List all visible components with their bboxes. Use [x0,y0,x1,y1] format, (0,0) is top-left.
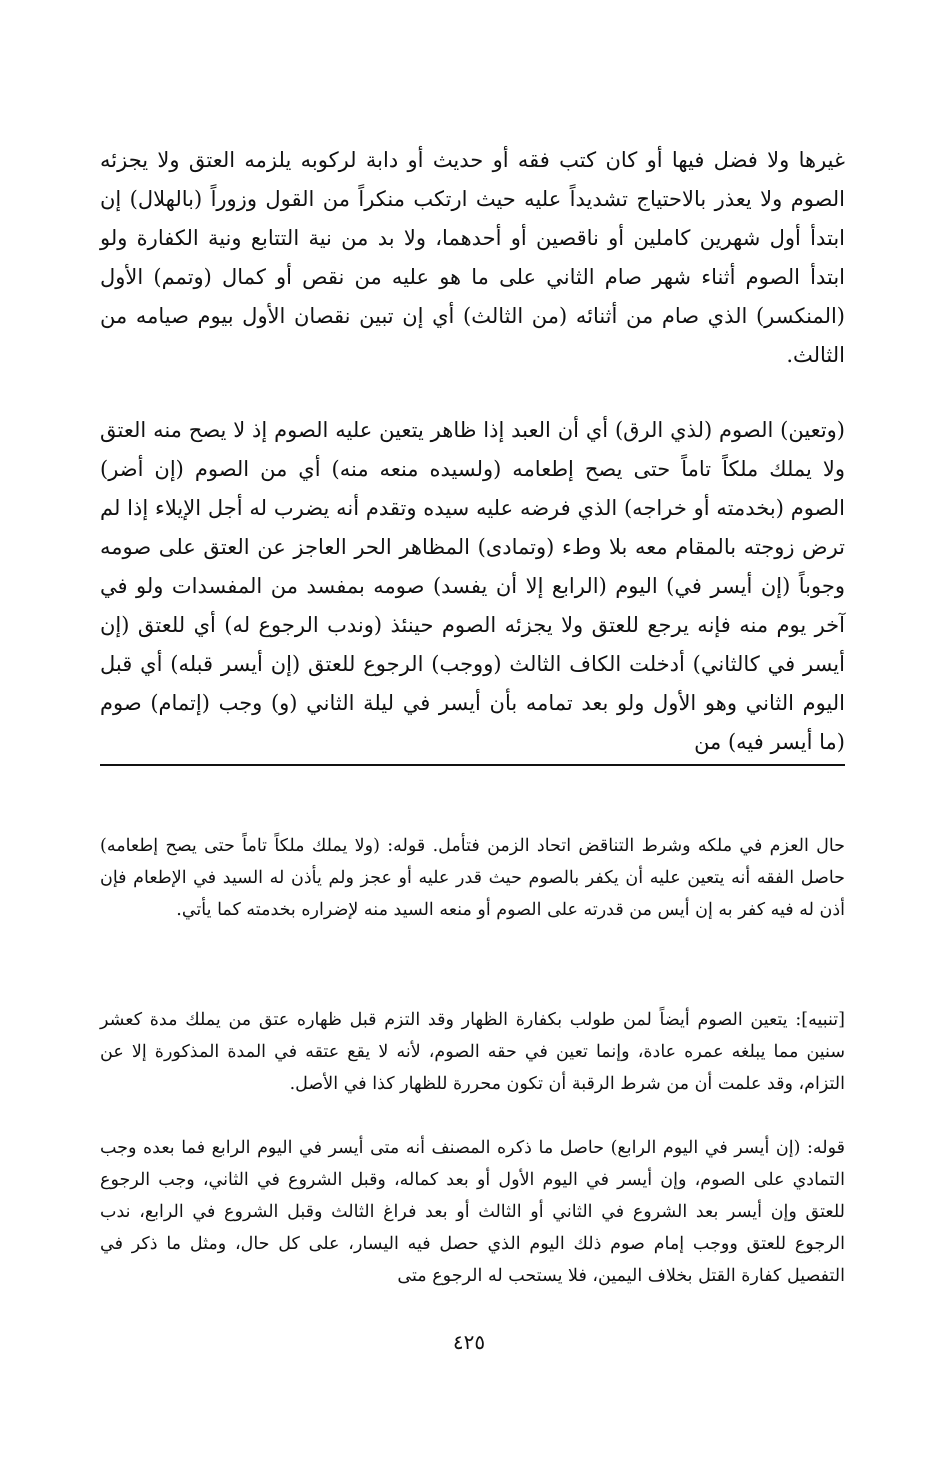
page-number: ٤٢٥ [452,1330,486,1354]
main-text-paragraph-2: (وتعين) الصوم (لذي الرق) أي أن العبد إذا ظاهر يتعين عليه الصوم إذ لا يصح منه العتق ولا يملك ملكاً تاماً حتى يصح إطعامه (ولسيده منعه منه) أي من الصوم (إن أضر) الصوم (بخدمته أو خراجه) الذي فرضه عليه سيده وتقدم أنه يضرب له أجل الإيلاء إذا لم ترض زوجته بالمقام معه بلا وطء (وتمادى) المظاهر الحر العاجز عن العتق على صومه وجوباً (إن أيسر في) اليوم (الرابع إلا أن يفسد) صومه بمفسد من المفسدات ولو في آخر يوم منه فإنه يرجع للعتق ولا يجزئه الصوم حينئذ (وندب الرجوع له) أي للعتق (إن أيسر في كالثاني) أدخلت الكاف الثالث (ووجب) الرجوع للعتق (إن أيسر قبله) أي قبل اليوم الثاني وهو الأول ولو بعد تمامه بأن أيسر في ليلة الثاني (و) وجب (إتمام) صوم (ما أيسر فيه) من [100,418,845,754]
main-text-paragraph-1: غيرها ولا فضل فيها أو كان كتب فقه أو حديث أو دابة لركوبه يلزمه العتق ولا يجزئه الصوم ولا يعذر بالاحتياج تشديداً عليه حيث ارتكب منكراً من القول وزوراً (بالهلال) إن ابتدأ أول شهرين كاملين أو ناقصين أو أحدهما، ولا بد من نية التتابع ونية الكفارة ولو ابتدأ الصوم أثناء شهر صام الثاني على ما هو عليه من نقص أو كمال (وتمم) الأول (المنكسر) الذي صام من أثنائه (من الثالث) أي إن تبين نقصان الأول بيوم صيامه من الثالث. [100,148,845,367]
footnote-divider [100,764,845,766]
footnote-paragraph-3: قوله: (إن أيسر في اليوم الرابع) حاصل ما ذكره المصنف أنه متى أيسر في اليوم الرابع فما بعده وجب التمادي على الصوم، وإن أيسر في اليوم الأول أو بعد كماله، وقبل الشروع في الثاني، وجب الرجوع للعتق وإن أيسر بعد الشروع في الثاني أو الثالث أو بعد فراغ الثالث وقبل الشروع في الرابع، ندب الرجوع للعتق ووجب إمام صوم ذلك اليوم الذي حصل فيه اليسار، على كل حال، ومثل ما ذكر في التفصيل كفارة القتل بخلاف اليمين، فلا يستحب له الرجوع متى [100,1137,845,1286]
footnote-paragraph-1: حال العزم في ملكه وشرط التناقض اتحاد الزمن فتأمل. قوله: (ولا يملك ملكاً تاماً حتى يصح إطعامه) حاصل الفقه أنه يتعين عليه أن يكفر بالصوم حيث قدر عليه أو عجز ولم يأذن له السيد في الإطعام فإن أذن له فيه كفر به إن أيس من قدرته على الصوم أو منعه السيد منه لإضراره بخدمته كما يأتي. [100,835,845,920]
footnote-paragraph-2: [تنبيه]: يتعين الصوم أيضاً لمن طولب بكفارة الظهار وقد التزم قبل ظهاره عتق من يملك مدة كعشر سنين مما يبلغه عمره عادة، وإنما تعين في حقه الصوم، لأنه لا يقع عتقه في المدة المذكورة إلا عن التزام، وقد علمت أن من شرط الرقبة أن تكون محررة للظهار كذا في الأصل. [100,1009,845,1094]
